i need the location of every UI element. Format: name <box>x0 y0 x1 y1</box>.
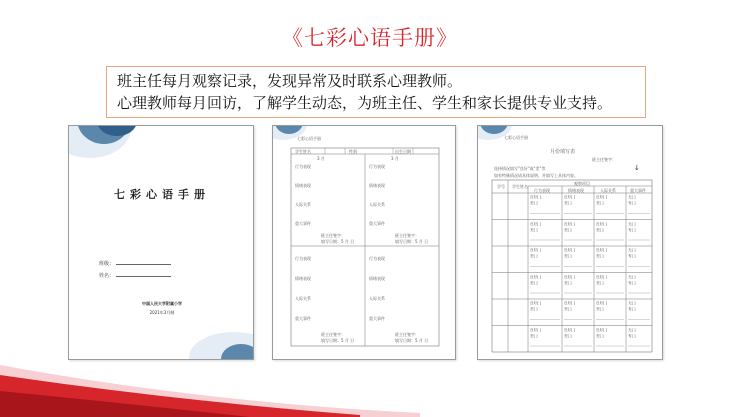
table-cell-option: 良好[ ] <box>530 221 542 226</box>
table-cell-option: 良好[ ] <box>564 248 576 252</box>
info-line-2: 心理教师每月回访，了解学生动态，为班主任、学生和家长提供专业支持。 <box>117 94 613 112</box>
row-label: 情绪表现 <box>369 183 385 188</box>
table-cell-option: 差[ ] <box>564 333 572 338</box>
summary-header: 七彩心语手册 <box>504 135 528 140</box>
table-cell-option: 良好[ ] <box>596 221 608 226</box>
table-cell-option: 差[ ] <box>564 307 572 311</box>
col-header: 重大事件 <box>630 188 646 193</box>
row-label: 重大事件 <box>295 316 311 321</box>
row-label: 情绪表现 <box>369 276 385 281</box>
table-cell-option: 良好[ ] <box>596 195 608 199</box>
table-cell-option: 差[ ] <box>564 280 572 285</box>
head-cell: 学生姓名 <box>295 149 311 154</box>
summary-title: 月份填写表 <box>550 149 576 155</box>
table-cell-option: 良好[ ] <box>530 327 542 332</box>
table-cell-option: 差[ ] <box>530 254 538 258</box>
table-cell-option: 良好[ ] <box>564 195 576 199</box>
row-label: 重大事件 <box>295 221 311 226</box>
table-cell-option: 差[ ] <box>596 201 604 205</box>
table-cell-option: 无[ ] <box>628 248 636 252</box>
row-label: 行为表现 <box>369 256 385 261</box>
table-cell-option: 差[ ] <box>596 227 604 232</box>
info-line-1: 班主任每月观察记录，发现异常及时联系心理教师。 <box>117 72 463 90</box>
summary-teacher: 班主任签字： <box>592 157 616 162</box>
row-label: 行为表现 <box>295 164 311 169</box>
row-label: 情绪表现 <box>295 183 311 188</box>
col-header: 人际关系 <box>600 188 616 193</box>
table-cell-option: 良好[ ] <box>596 274 608 279</box>
row-label: 行为表现 <box>369 164 385 169</box>
cover-title: 七彩心语手册 <box>114 188 210 201</box>
table-cell-option: 有[ ] <box>628 280 636 285</box>
table-cell-option: 无[ ] <box>628 327 636 332</box>
group-header: 观察项目 <box>574 181 590 186</box>
date-label: 填写日期：5 月 日 <box>395 338 429 343</box>
table-cell-option: 良好[ ] <box>564 327 576 332</box>
table-cell-option: 良好[ ] <box>596 301 608 305</box>
table-cell-option: 无[ ] <box>628 221 636 226</box>
signature-label: 班主任签字： <box>395 233 419 238</box>
name-field <box>99 272 171 279</box>
signature-label: 班主任签字： <box>395 332 419 337</box>
head-cell: 性别 <box>349 149 357 154</box>
table-cell-option: 差[ ] <box>530 201 538 205</box>
date-label: 填写日期：5 月 日 <box>321 239 355 244</box>
page-title: 《七彩心语手册》 <box>282 26 458 50</box>
head-cell: 出生日期 <box>395 149 411 154</box>
row-label: 人际关系 <box>295 202 311 207</box>
row-label: 人际关系 <box>295 296 311 301</box>
table-cell-option: 有[ ] <box>628 254 636 258</box>
table-cell-option: 差[ ] <box>596 254 604 258</box>
summary-table-page <box>477 125 663 360</box>
table-cell-option: 良好[ ] <box>564 274 576 279</box>
table-cell-option: 良好[ ] <box>530 248 542 252</box>
table-cell-option: 良好[ ] <box>596 327 608 332</box>
table-cell-option: 无[ ] <box>628 274 636 279</box>
summary-note-1: 选择情况填写"良好"或"差"等 <box>494 166 546 171</box>
month-label: 3 月 <box>391 156 399 161</box>
arrow-icon: ↓ <box>634 164 640 172</box>
col-header: 行为表现 <box>534 188 550 193</box>
table-cell-option: 差[ ] <box>530 307 538 311</box>
date-label: 填写日期：5 月 日 <box>321 338 355 343</box>
date-label: 填写日期：5 月 日 <box>395 239 429 244</box>
col-header: 学生姓名 <box>512 184 528 189</box>
table-cell-option: 差[ ] <box>564 201 572 205</box>
table-cell-option: 良好[ ] <box>530 274 542 279</box>
class-line <box>116 264 171 265</box>
bottom-wave-decoration <box>0 347 740 417</box>
class-field <box>99 260 171 267</box>
table-cell-option: 有[ ] <box>628 227 636 232</box>
table-cell-option: 有[ ] <box>628 307 636 311</box>
table-cell-option: 差[ ] <box>530 333 538 338</box>
manual-cover-page <box>68 125 254 360</box>
summary-note-2: 如有特殊情况请具体说明，并填写上具体内容。 <box>494 173 578 178</box>
col-header: 学号 <box>497 184 505 189</box>
table-cell-option: 差[ ] <box>596 333 604 338</box>
row-label: 人际关系 <box>369 202 385 207</box>
school-name: 中国人民大学附属小学 <box>142 301 182 306</box>
table-cell-option: 差[ ] <box>596 280 604 285</box>
record-grid <box>273 126 456 360</box>
row-label: 人际关系 <box>369 296 385 301</box>
cover-date: 2021年3月制 <box>149 310 175 315</box>
row-label: 行为表现 <box>295 256 311 261</box>
signature-label: 班主任签字： <box>321 332 345 337</box>
name-label: 姓名： <box>99 273 115 279</box>
table-cell-option: 差[ ] <box>530 280 538 285</box>
row-label: 重大事件 <box>369 316 385 321</box>
table-cell-option: 良好[ ] <box>530 301 542 305</box>
summary-grid <box>478 126 663 360</box>
table-cell-option: 无[ ] <box>628 301 636 305</box>
table-cell-option: 良好[ ] <box>564 301 576 305</box>
col-header: 情绪表现 <box>568 188 584 193</box>
signature-label: 班主任签字： <box>321 233 345 238</box>
table-cell-option: 差[ ] <box>530 227 538 232</box>
row-label: 情绪表现 <box>295 276 311 281</box>
table-cell-option: 良好[ ] <box>596 248 608 252</box>
table-cell-option: 差[ ] <box>564 254 572 258</box>
row-label: 重大事件 <box>369 221 385 226</box>
table-cell-option: 良好[ ] <box>564 221 576 226</box>
table-cell-option: 有[ ] <box>628 333 636 338</box>
table-cell-option: 差[ ] <box>596 307 604 311</box>
month-label: 3 月 <box>317 156 325 161</box>
table-cell-option: 差[ ] <box>564 227 572 232</box>
class-label: 班级： <box>99 261 115 267</box>
table-cell-option: 无[ ] <box>628 195 636 199</box>
table-cell-option: 良好[ ] <box>530 195 542 199</box>
table-cell-option: 有[ ] <box>628 201 636 205</box>
record-header: 七彩心语手册 <box>297 136 321 141</box>
info-box <box>106 66 646 118</box>
record-page <box>272 125 456 360</box>
name-line <box>116 276 171 277</box>
